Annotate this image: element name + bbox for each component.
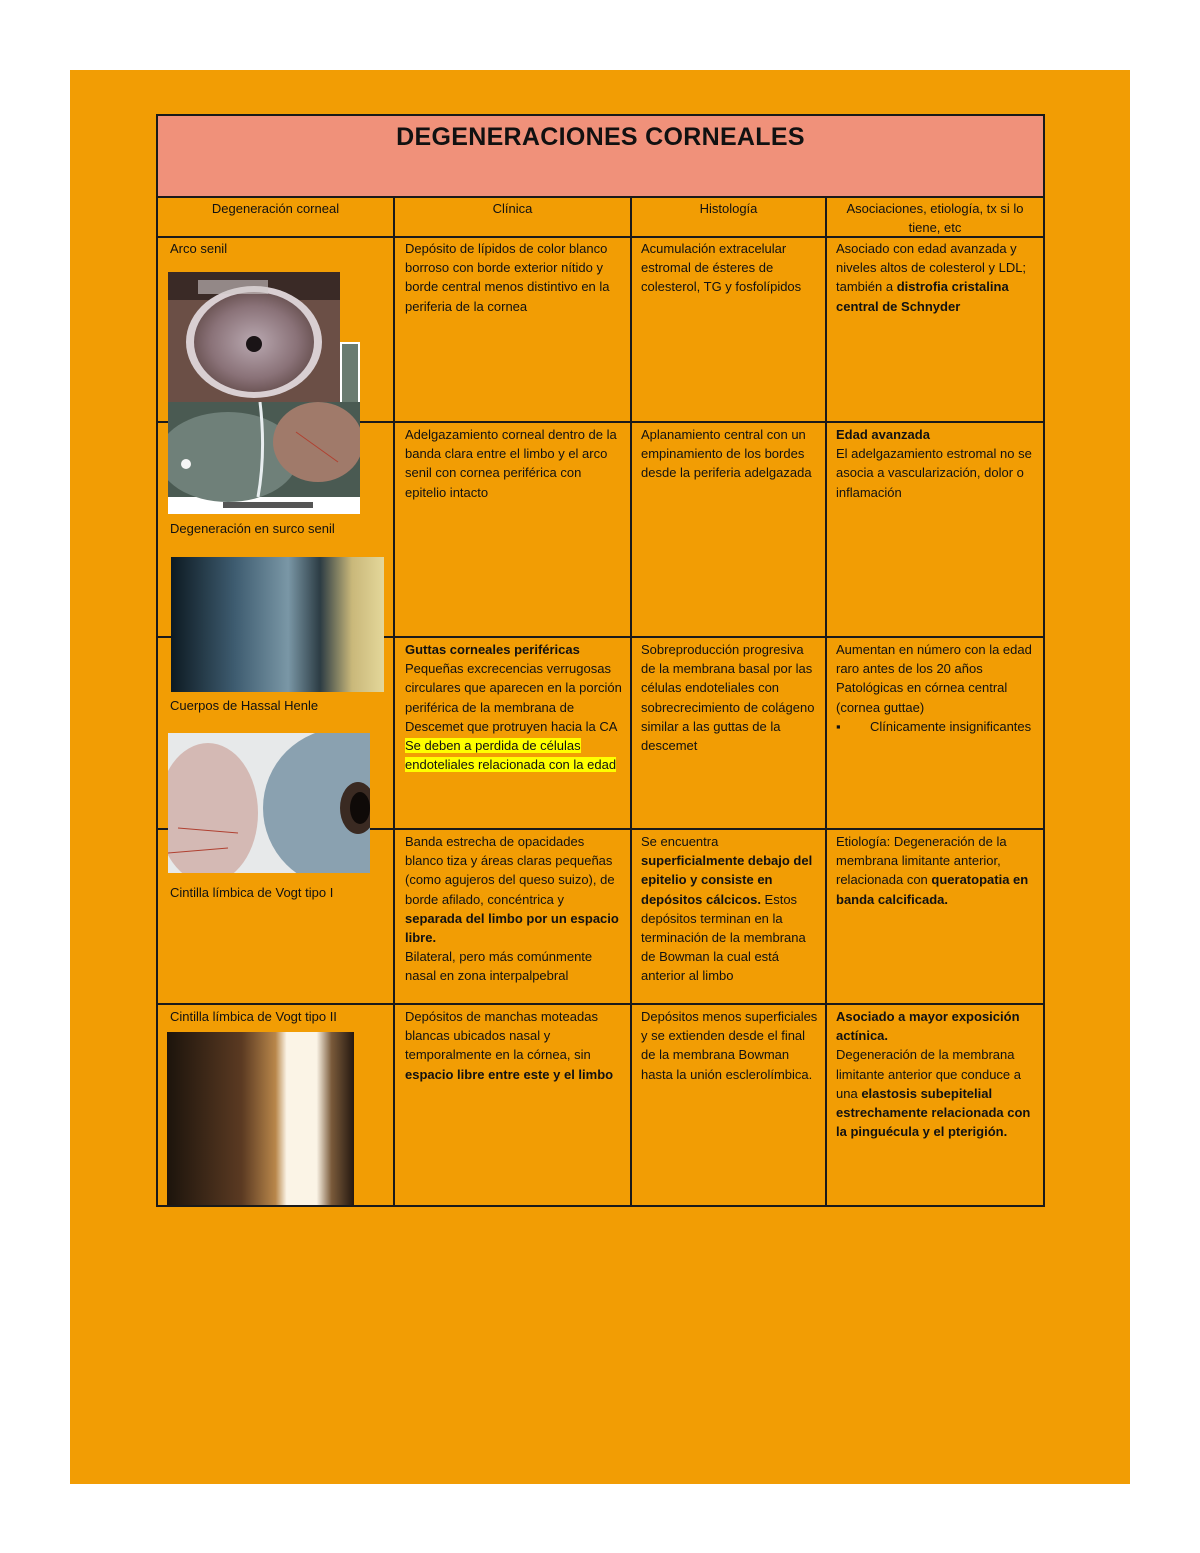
row-1-clinica: Depósito de lípidos de color blanco borroso con borde exterior nítido y borde central menos distintivo en la periferia de la cornea bbox=[405, 241, 610, 314]
vogt-tipo-ii-image bbox=[167, 1032, 354, 1205]
row-3-asociaciones: Aumentan en número con la edad raro antes de los 20 años Patológicas en córnea central (cornea guttae) ▪ Clínicamente insignificantes bbox=[836, 640, 1036, 736]
row-divider bbox=[158, 1003, 1043, 1005]
row-1-histologia: Acumulación extracelular estromal de ésteres de colesterol, TG y fosfolípidos bbox=[641, 241, 802, 295]
row-5-histologia: Depósitos menos superficiales y se extienden desde el final de la membrana Bowman hasta la unión esclerolímbica. bbox=[641, 1009, 818, 1082]
column-divider bbox=[393, 196, 395, 1205]
row-3-name: Cuerpos de Hassal Henle bbox=[170, 698, 319, 713]
header-degeneracion: Degeneración corneal bbox=[158, 198, 393, 236]
row-5-clinica: Depósitos de manchas moteadas blancas ubicados nasal y temporalmente en la córnea, sin espacio libre entre este y el limbo bbox=[405, 1009, 614, 1082]
bullet-icon: ▪ bbox=[836, 718, 841, 734]
row-5-name: Cintilla límbica de Vogt tipo II bbox=[170, 1009, 337, 1024]
row-1-asociaciones: Asociado con edad avanzada y niveles altos de colesterol y LDL; también a distrofia cristalina central de Schnyder bbox=[836, 241, 1027, 314]
header-asociaciones: Asociaciones, etiología, tx si lo tiene, etc bbox=[827, 198, 1043, 236]
row-1-name: Arco senil bbox=[170, 241, 228, 256]
row-3-histologia: Sobreproducción progresiva de la membrana basal por las células endoteliales con sobrecrecimiento de colágeno similar a las guttas de la descemet bbox=[641, 642, 815, 754]
column-divider bbox=[630, 196, 632, 1205]
header-histologia: Histología bbox=[632, 198, 825, 236]
arco-senil-image bbox=[168, 272, 340, 402]
row-2-clinica: Adelgazamiento corneal dentro de la banda clara entre el limbo y el arco senil con cornea periférica con epitelio intacto bbox=[405, 427, 617, 500]
surco-senil-image bbox=[168, 402, 360, 514]
hassal-henle-image bbox=[171, 557, 384, 692]
row-5-asociaciones: Asociado a mayor exposición actínica. Degeneración de la membrana limitante anterior que conduce a una elastosis subepitelial estrechamente relacionada con la pinguécula y el pterigión. bbox=[836, 1009, 1031, 1140]
row-4-name: Cintilla límbica de Vogt tipo I bbox=[170, 885, 334, 900]
row-2-asociaciones: Edad avanzada El adelgazamiento estromal no se asocia a vascularización, dolor o inflamación bbox=[836, 427, 1032, 500]
surco-senil-image-edge bbox=[340, 342, 360, 402]
column-divider bbox=[825, 196, 827, 1205]
row-4-clinica: Banda estrecha de opacidades blanco tiza y áreas claras pequeñas (como agujeros del queso suizo), de borde afilado, concéntrica y separada del limbo por un espacio libre. Bilateral, pero más comúnmente nasal en zona interpalpebral bbox=[405, 834, 619, 984]
title-band bbox=[158, 116, 1043, 198]
row-4-asociaciones: Etiología: Degeneración de la membrana limitante anterior, relacionada con queratopatia en banda calcificada. bbox=[836, 834, 1029, 907]
row-2-histologia: Aplanamiento central con un empinamiento de los bordes desde la periferia adelgazada bbox=[641, 427, 812, 481]
bullet-item: ▪ Clínicamente insignificantes bbox=[836, 717, 1036, 736]
row-divider bbox=[158, 236, 1043, 238]
row-3-clinica: Guttas corneales periféricas Pequeñas excrecencias verrugosas circulares que aparecen en la porción periférica de la membrana de Descemet que protruyen hacia la CA Se deben a perdida de células endoteliales relacionada con la edad bbox=[405, 642, 622, 773]
page-title: DEGENERACIONES CORNEALES bbox=[396, 123, 805, 151]
row-2-name: Degeneración en surco senil bbox=[170, 521, 335, 536]
vogt-tipo-i-image bbox=[168, 733, 370, 873]
row-4-histologia: Se encuentra superficialmente debajo del epitelio y consiste en depósitos cálcicos. Estos depósitos terminan en la terminación de la membrana de Bowman la cual está anterior al limbo bbox=[641, 834, 813, 984]
header-clinica: Clínica bbox=[395, 198, 630, 236]
